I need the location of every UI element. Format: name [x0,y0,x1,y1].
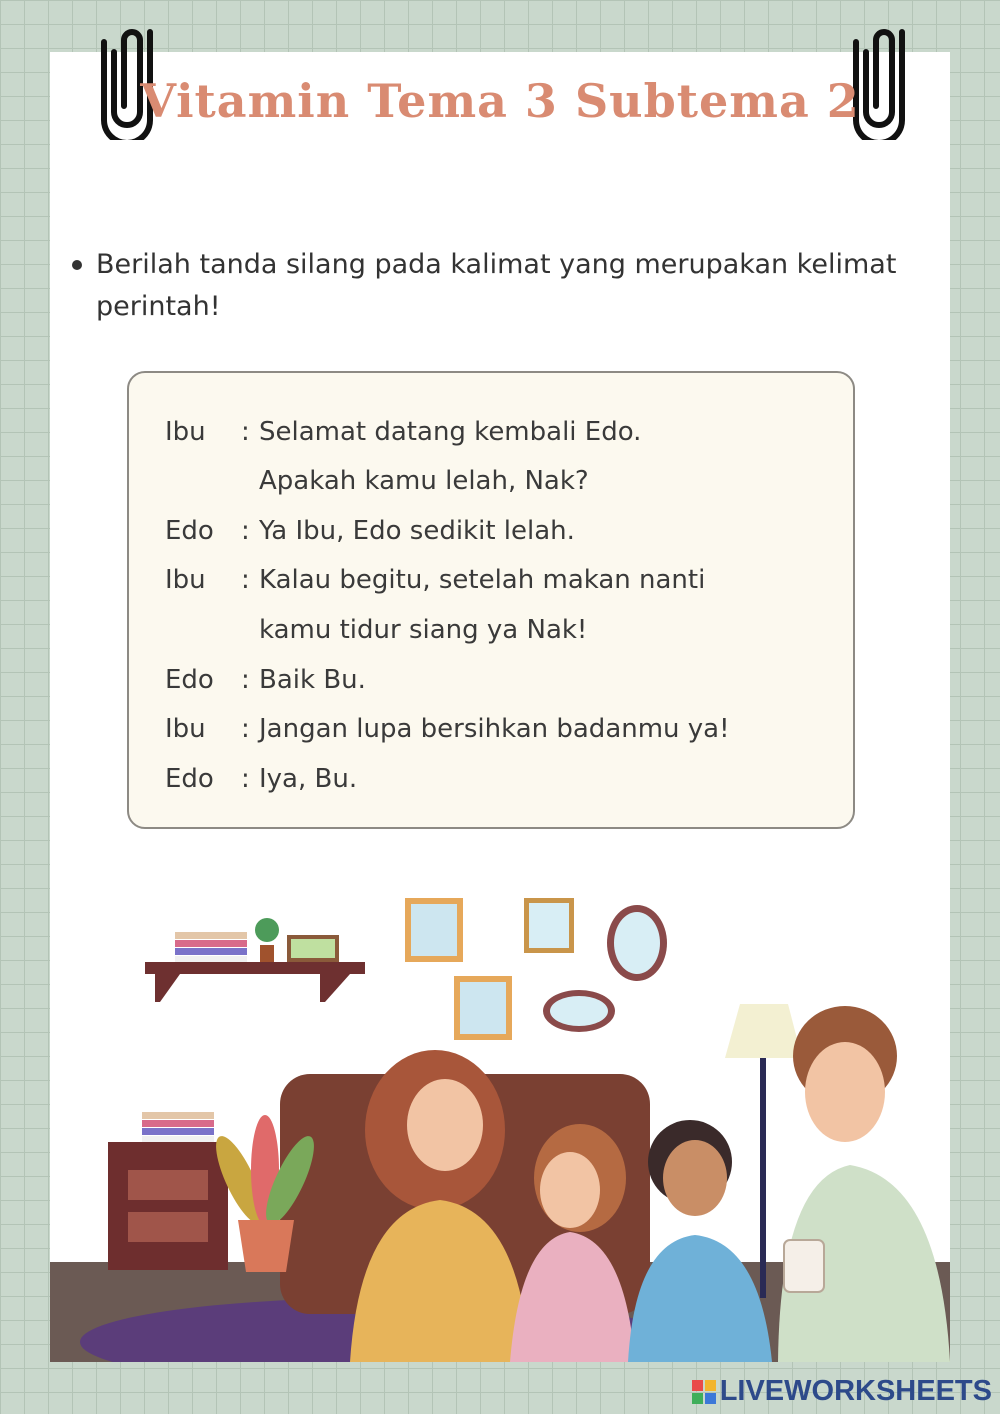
speaker-label: Edo [165,665,214,695]
speaker-label: Edo [165,764,214,794]
page-title: Vitamin Tema 3 Subtema 2 [140,74,860,128]
speaker-label: Edo [165,516,214,546]
speaker-label: Ibu [165,417,206,447]
wall-shelf [145,918,365,1002]
dialog-box [127,371,855,829]
family-photo-frames [405,898,667,1040]
dialog-sentence: Baik Bu. [259,665,366,695]
father-figure [778,1006,950,1362]
dialog-sentence: kamu tidur siang ya Nak! [259,615,588,645]
speaker-label: Ibu [165,565,206,595]
colon: : [241,516,250,546]
instruction-text: Berilah tanda silang pada kalimat yang merupakan kelimat perintah! [96,249,897,322]
dialog-sentence: Apakah kamu lelah, Nak? [259,466,589,496]
colon: : [241,417,250,447]
instruction-item [72,244,942,328]
colon: : [241,665,250,695]
colon: : [241,764,250,794]
speaker-label: Ibu [165,714,206,744]
side-cabinet [108,1112,228,1270]
logo-text: LIVEWORKSHEETS [719,1375,992,1407]
colon: : [241,565,250,595]
dialog-sentence: Jangan lupa bersihkan badanmu ya! [259,714,730,744]
liveworksheets-logo[interactable] [692,1375,992,1408]
bullet-icon [72,260,82,270]
dialog-sentence: Kalau begitu, setelah makan nanti [259,565,706,595]
liveworksheets-logo-icon [692,1380,716,1404]
dialog-sentence: Ya Ibu, Edo sedikit lelah. [259,516,575,546]
family-living-room-illustration [50,880,950,1362]
dialog-sentence: Iya, Bu. [259,764,358,794]
colon: : [241,714,250,744]
dialog-sentence: Selamat datang kembali Edo. [259,417,642,447]
